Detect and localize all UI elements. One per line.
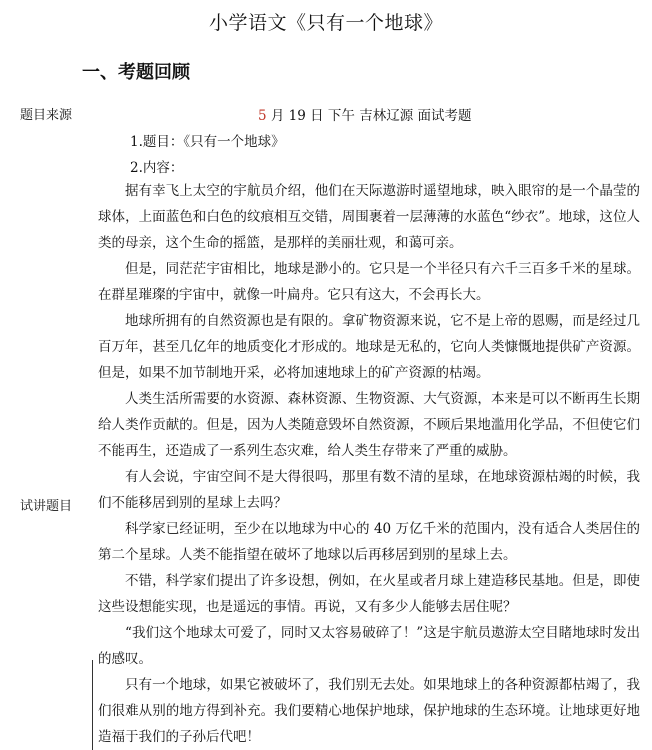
document-title: 小学语文《只有一个地球》 [208,12,443,34]
section-heading: 一、考题回顾 [82,62,190,83]
item-title: 1.题目：《只有一个地球》 [130,134,285,150]
margin-line [92,660,93,750]
paragraph-9: 只有一个地球，如果它被破坏了，我们别无去处。如果地球上的各种资源都枯竭了，我们很难从别的地方得到补充。我们要精心地保护地球，保护地球的生态环境。让地球更好地造福于我们的子孙后代吧！ [98,677,640,745]
paragraph-3: 地球所拥有的自然资源也是有限的。拿矿物资源来说，它不是上帝的恩赐，而是经过几百万年，甚至几亿年的地质变化才形成的。地球是无私的，它向人类慷慨地提供矿产资源。但是，如果不加节制地开采，必将加速地球上的矿产资源的枯竭。 [98,313,640,381]
paragraph-7: 不错，科学家们提出了许多设想，例如，在火星或者月球上建造移民基地。但是，即使这些设想能实现，也是遥远的事情。再说，又有多少人能够去居住呢？ [98,573,640,615]
paragraph-2: 但是，同茫茫宇宙相比，地球是渺小的。它只是一个半径只有六千三百多千米的星球。在群星璀璨的宇宙中，就像一叶扁舟。它只有这大，不会再长大。 [98,261,640,303]
paragraph-5: 有人会说，宇宙空间不是大得很吗，那里有数不清的星球，在地球资源枯竭的时候，我们不能移居到别的星球上去吗？ [98,469,640,511]
paragraph-4: 人类生活所需要的水资源、森林资源、生物资源、大气资源，本来是可以不断再生长期给人类作贡献的。但是，因为人类随意毁坏自然资源，不顾后果地滥用化学品，不但使它们不能再生，还造成了一系列生态灾难，给人类生存带来了严重的威胁。 [98,391,640,459]
paragraph-6: 科学家已经证明，至少在以地球为中心的 40 万亿千米的范围内，没有适合人类居住的第二个星球。人类不能指望在破坏了地球以后再移居到别的星球上去。 [98,521,640,563]
item-content: 2.内容： [130,160,184,176]
paragraph-1: 据有幸飞上太空的宇航员介绍，他们在天际遨游时遥望地球，映入眼帘的是一个晶莹的球体，上面蓝色和白色的纹痕相互交错，周围裹着一层薄薄的水蓝色“纱衣”。地球，这位人类的母亲，这个生命的摇篮，是那样的美丽壮观，和蔼可亲。 [98,183,640,251]
paragraph-8: “我们这个地球太可爱了，同时又太容易破碎了！”这是宇航员遨游太空目睹地球时发出的感叹。 [98,625,640,667]
lecture-label: 试讲题目 [20,499,73,514]
source-text: 月 19 日 下午 吉林辽源 面试考题 [266,108,472,124]
source-month: 5 [258,108,267,124]
source-label: 题目来源 [20,108,73,123]
source-line [258,104,472,124]
